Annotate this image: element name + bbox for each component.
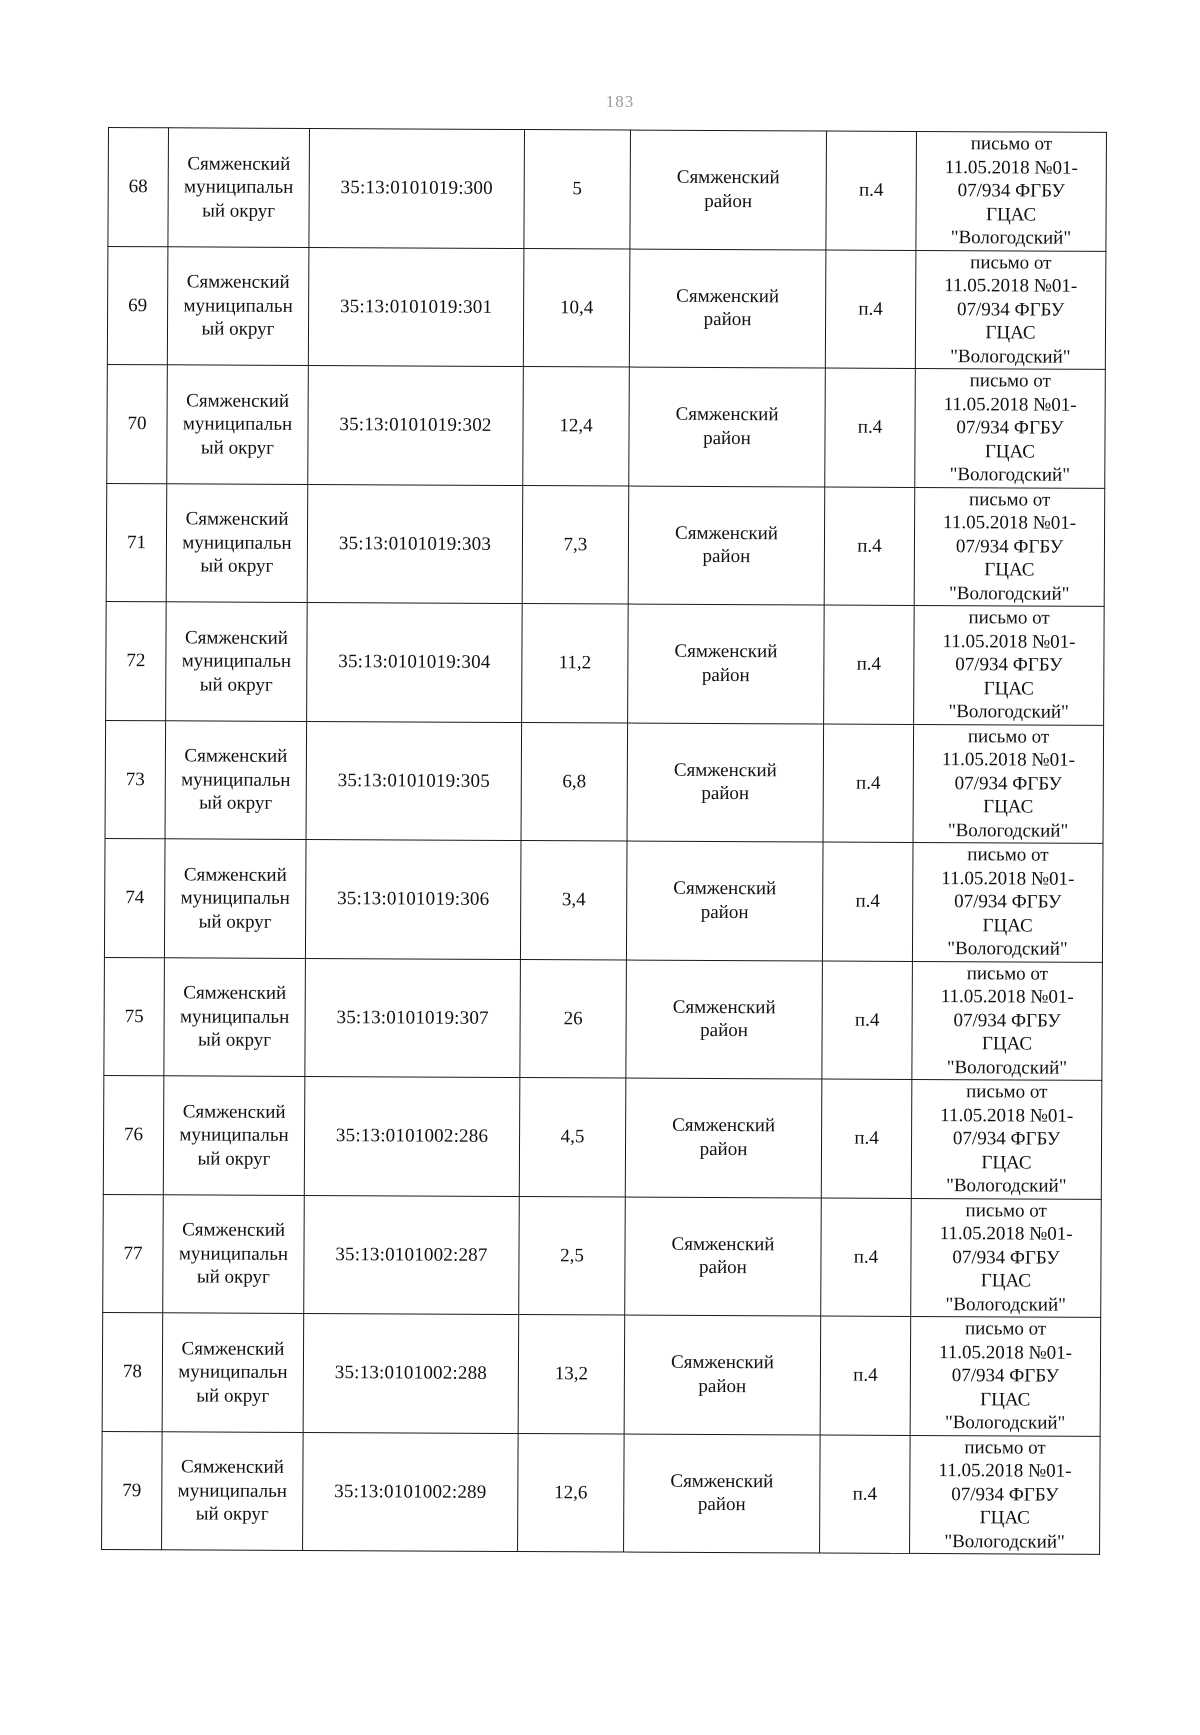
basis-line: 11.05.2018 №01-: [940, 1104, 1074, 1127]
cadastral-number: 35:13:0101019:301: [308, 247, 524, 367]
basis-line: "Вологодский": [950, 345, 1071, 368]
basis-line: "Вологодский": [945, 1293, 1066, 1316]
basis-line: 11.05.2018 №01-: [941, 749, 1075, 771]
table-row: [106, 601, 1105, 724]
basis-line: ГЦАС: [980, 1388, 1031, 1411]
owner-cell: [164, 957, 306, 1076]
row-number: 70: [107, 364, 168, 483]
owner-line: ый округ: [195, 1503, 269, 1525]
owner-line: Сямженский: [180, 1456, 284, 1478]
basis-cell: [910, 1435, 1101, 1554]
district-line: Сямженский: [671, 1233, 775, 1256]
basis-line: ГЦАС: [982, 914, 1033, 937]
basis-line: ГЦАС: [979, 1507, 1030, 1529]
basis-line: ГЦАС: [980, 1270, 1032, 1292]
basis-cell: [914, 605, 1105, 724]
owner-line: муниципальн: [178, 1361, 288, 1383]
owner-line: ый округ: [197, 1147, 271, 1170]
table-row: [103, 1194, 1102, 1317]
owner-line: муниципальн: [178, 1242, 289, 1265]
owner-cell: [166, 602, 308, 721]
owner-line: ый округ: [196, 1384, 270, 1407]
owner-line: муниципальн: [179, 1005, 290, 1028]
clause-value: п.4: [825, 250, 916, 369]
owner-line: муниципальн: [181, 768, 291, 791]
basis-line: 07/934 ФГБУ: [955, 654, 1063, 676]
district-cell: [624, 1315, 821, 1434]
area-value: 4,5: [519, 1078, 626, 1197]
owner-line: Сямженский: [183, 863, 287, 886]
basis-line: 07/934 ФГБУ: [953, 1009, 1061, 1032]
cadastral-number: 35:13:0101019:305: [306, 721, 522, 841]
basis-line: 07/934 ФГБУ: [951, 1365, 1060, 1387]
clause-value: п.4: [820, 1316, 911, 1435]
cadastral-number: 35:13:0101002:287: [304, 1195, 520, 1315]
basis-line: 11.05.2018 №01-: [939, 1223, 1073, 1245]
area-value: 13,2: [518, 1315, 625, 1434]
table-row: [102, 1431, 1101, 1554]
district-line: Сямженский: [673, 759, 777, 782]
clause-value: п.4: [821, 1197, 912, 1316]
basis-line: письмо от: [967, 844, 1049, 866]
district-cell: [629, 367, 826, 486]
owner-cell: [163, 1076, 305, 1195]
owner-cell: [166, 483, 308, 602]
basis-line: письмо от: [969, 370, 1051, 392]
clause-value: п.4: [822, 842, 913, 961]
clause-value: п.4: [822, 961, 913, 1080]
clause-value: п.4: [823, 724, 914, 843]
owner-cell: [164, 839, 306, 958]
district-cell: [625, 1078, 822, 1197]
district-cell: [627, 723, 824, 842]
cadastral-number: 35:13:0101019:307: [305, 958, 521, 1078]
district-cell: [628, 604, 825, 723]
row-number: 77: [103, 1194, 164, 1313]
table-row: [108, 128, 1107, 251]
owner-line: муниципальн: [177, 1479, 288, 1502]
owner-line: Сямженский: [181, 1337, 285, 1360]
basis-line: ГЦАС: [985, 203, 1037, 226]
basis-line: "Вологодский": [944, 1412, 1066, 1434]
clause-value: п.4: [820, 1434, 911, 1553]
registry-table: [101, 127, 1107, 1555]
basis-line: письмо от: [966, 1081, 1048, 1103]
table-row: [103, 1075, 1102, 1198]
area-value: 26: [520, 959, 627, 1078]
basis-cell: [915, 368, 1106, 487]
basis-line: "Вологодский": [949, 464, 1071, 486]
owner-line: Сямженский: [186, 389, 290, 412]
owner-line: ый округ: [198, 1029, 272, 1051]
table-body: [102, 128, 1107, 1555]
owner-line: Сямженский: [183, 982, 287, 1004]
basis-line: "Вологодский": [944, 1530, 1065, 1553]
basis-line: письмо от: [965, 1199, 1047, 1222]
district-line: район: [699, 1138, 748, 1160]
row-number: 79: [102, 1431, 163, 1550]
basis-cell: [911, 1198, 1102, 1317]
basis-line: письмо от: [968, 488, 1051, 511]
basis-line: письмо от: [968, 607, 1050, 629]
owner-line: ый округ: [200, 436, 274, 459]
owner-line: ый округ: [202, 199, 276, 222]
basis-line: письмо от: [964, 1436, 1046, 1459]
row-number: 74: [104, 838, 165, 957]
district-cell: [626, 841, 823, 960]
district-cell: [630, 130, 827, 249]
basis-line: письмо от: [970, 133, 1053, 155]
basis-line: "Вологодский": [946, 1056, 1068, 1079]
clause-value: п.4: [821, 1079, 912, 1198]
basis-cell: [912, 842, 1103, 961]
basis-line: ГЦАС: [985, 322, 1036, 344]
clause-value: п.4: [825, 368, 916, 487]
district-line: район: [700, 1020, 749, 1042]
owner-line: Сямженский: [184, 745, 288, 767]
basis-line: "Вологодский": [950, 227, 1072, 249]
basis-line: 07/934 ФГБУ: [952, 1128, 1061, 1150]
cadastral-number: 35:13:0101002:288: [303, 1313, 519, 1433]
basis-line: 11.05.2018 №01-: [944, 275, 1078, 297]
owner-line: ый округ: [199, 673, 273, 696]
basis-line: 07/934 ФГБУ: [956, 417, 1064, 439]
area-value: 5: [524, 130, 631, 249]
basis-line: ГЦАС: [983, 796, 1034, 818]
table-row: [104, 957, 1103, 1080]
district-line: район: [700, 901, 749, 923]
basis-line: письмо от: [967, 725, 1050, 748]
district-cell: [629, 249, 826, 368]
basis-line: 11.05.2018 №01-: [944, 156, 1078, 179]
area-value: 12,4: [523, 367, 630, 486]
owner-cell: [162, 1431, 304, 1550]
owner-line: ый округ: [199, 792, 273, 814]
area-value: 2,5: [519, 1196, 626, 1315]
table-row: [105, 720, 1104, 843]
area-value: 11,2: [522, 604, 629, 723]
owner-cell: [167, 365, 309, 484]
owner-line: ый округ: [196, 1266, 270, 1288]
district-line: район: [697, 1494, 746, 1516]
owner-cell: [168, 128, 310, 247]
district-line: Сямженский: [672, 1115, 776, 1137]
owner-line: муниципальн: [182, 413, 293, 435]
basis-line: письмо от: [970, 251, 1052, 274]
area-value: 12,6: [518, 1433, 625, 1552]
district-cell: [628, 486, 825, 605]
basis-line: 11.05.2018 №01-: [940, 986, 1074, 1008]
basis-line: 07/934 ФГБУ: [954, 772, 1062, 795]
owner-line: Сямженский: [187, 152, 291, 175]
district-line: Сямженский: [674, 641, 778, 663]
owner-cell: [167, 246, 309, 365]
area-value: 6,8: [521, 722, 628, 841]
owner-line: муниципальн: [181, 650, 292, 672]
row-number: 69: [107, 246, 168, 365]
district-line: район: [698, 1375, 747, 1397]
basis-line: "Вологодский": [947, 938, 1068, 960]
clause-value: п.4: [824, 487, 915, 606]
district-line: Сямженский: [670, 1470, 774, 1493]
owner-line: муниципальн: [183, 294, 293, 317]
district-line: Сямженский: [670, 1352, 774, 1374]
basis-line: "Вологодский": [946, 1175, 1067, 1197]
basis-cell: [911, 1079, 1102, 1198]
owner-line: Сямженский: [182, 1219, 286, 1241]
district-line: Сямженский: [673, 878, 777, 900]
basis-line: ГЦАС: [984, 440, 1036, 463]
owner-line: муниципальн: [179, 1124, 289, 1146]
owner-cell: [162, 1313, 304, 1432]
cadastral-number: 35:13:0101002:286: [304, 1076, 520, 1196]
row-number: 76: [103, 1075, 164, 1194]
clause-value: п.4: [824, 605, 915, 724]
cadastral-number: 35:13:0101019:300: [309, 128, 525, 248]
basis-line: 07/934 ФГБУ: [957, 180, 1065, 202]
district-line: район: [703, 309, 752, 331]
table-row: [102, 1312, 1101, 1435]
basis-cell: [913, 724, 1104, 843]
row-number: 71: [106, 483, 167, 602]
basis-line: 07/934 ФГБУ: [951, 1483, 1059, 1506]
district-line: район: [704, 190, 753, 212]
clause-value: п.4: [826, 131, 917, 250]
owner-line: муниципальн: [180, 887, 290, 909]
owner-line: ый округ: [198, 910, 272, 933]
basis-cell: [916, 131, 1107, 250]
cadastral-number: 35:13:0101002:289: [303, 1432, 519, 1552]
basis-line: 11.05.2018 №01-: [942, 630, 1076, 653]
basis-line: 07/934 ФГБУ: [956, 298, 1065, 321]
basis-line: ГЦАС: [981, 1151, 1032, 1174]
row-number: 75: [104, 957, 165, 1076]
basis-cell: [910, 1316, 1101, 1435]
owner-line: муниципальн: [184, 176, 294, 198]
district-line: Сямженский: [675, 404, 779, 426]
basis-cell: [915, 250, 1106, 369]
district-line: район: [701, 664, 750, 686]
basis-line: 07/934 ФГБУ: [952, 1246, 1060, 1269]
owner-line: ый округ: [200, 555, 274, 577]
cadastral-number: 35:13:0101019:302: [308, 365, 524, 485]
cadastral-number: 35:13:0101019:306: [305, 839, 521, 959]
owner-line: муниципальн: [182, 531, 292, 554]
basis-line: письмо от: [966, 962, 1049, 985]
basis-line: ГЦАС: [981, 1033, 1033, 1055]
row-number: 72: [106, 601, 167, 720]
district-line: Сямженский: [676, 285, 780, 308]
district-cell: [624, 1434, 821, 1553]
area-value: 7,3: [522, 485, 629, 604]
district-line: Сямженский: [672, 996, 776, 1019]
owner-cell: [163, 1194, 305, 1313]
basis-line: 11.05.2018 №01-: [938, 1341, 1073, 1364]
basis-line: 07/934 ФГБУ: [955, 535, 1064, 558]
basis-cell: [914, 487, 1105, 606]
district-cell: [625, 1197, 822, 1316]
basis-line: "Вологодский": [948, 701, 1069, 723]
owner-line: Сямженский: [186, 271, 290, 293]
district-line: Сямженский: [676, 167, 780, 189]
district-line: район: [701, 783, 750, 805]
basis-line: 11.05.2018 №01-: [943, 393, 1077, 416]
row-number: 73: [105, 720, 166, 839]
owner-line: Сямженский: [185, 508, 289, 530]
owner-line: Сямженский: [184, 626, 289, 649]
owner-line: Сямженский: [182, 1100, 286, 1123]
district-line: район: [702, 546, 751, 568]
basis-line: 07/934 ФГБУ: [954, 891, 1062, 913]
district-cell: [626, 960, 823, 1079]
district-line: район: [698, 1257, 747, 1279]
basis-line: ГЦАС: [984, 559, 1035, 581]
basis-line: письмо от: [964, 1318, 1047, 1340]
cadastral-number: 35:13:0101019:304: [307, 602, 523, 722]
basis-line: 11.05.2018 №01-: [943, 512, 1077, 534]
basis-line: "Вологодский": [948, 582, 1070, 605]
row-number: 68: [108, 128, 169, 247]
cadastral-number: 35:13:0101019:303: [307, 484, 523, 604]
district-line: район: [703, 427, 751, 449]
basis-cell: [912, 961, 1103, 1080]
basis-line: ГЦАС: [983, 677, 1034, 700]
page-number: 183: [605, 92, 635, 111]
row-number: 78: [102, 1312, 163, 1431]
table-row: [106, 483, 1105, 606]
basis-line: 11.05.2018 №01-: [938, 1460, 1072, 1482]
table-row: [104, 838, 1103, 961]
basis-line: 11.05.2018 №01-: [941, 867, 1075, 890]
owner-line: ый округ: [201, 318, 275, 340]
table-row: [107, 364, 1106, 487]
area-value: 10,4: [523, 248, 630, 367]
area-value: 3,4: [520, 841, 627, 960]
table-row: [107, 246, 1106, 369]
basis-line: "Вологодский": [947, 819, 1069, 842]
district-line: Сямженский: [675, 522, 779, 545]
owner-cell: [165, 720, 307, 839]
